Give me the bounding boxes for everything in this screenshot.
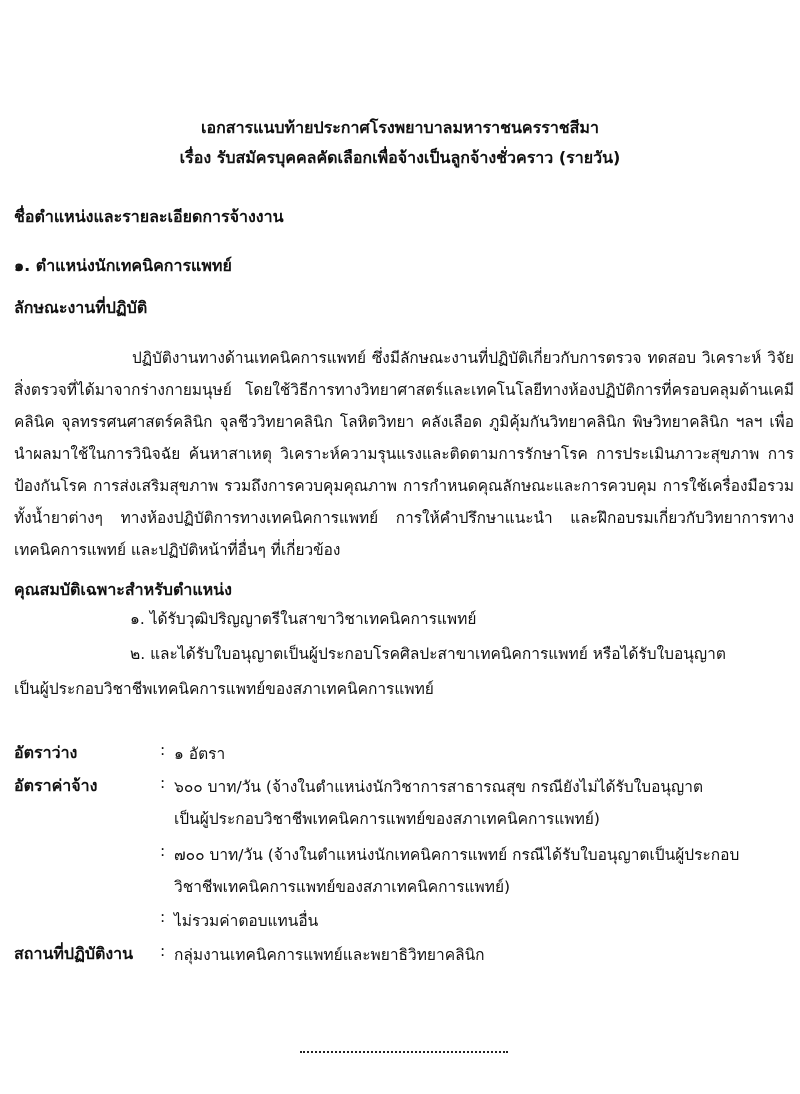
document-header-line1: เอกสารแนบท้ายประกาศโรงพยาบาลมหาราชนครราชสีมา <box>201 118 599 137</box>
vacancy-value: ๑ อัตรา <box>174 745 226 763</box>
qualification-item-2: ๒. และได้รับใบอนุญาตเป็นผู้ประกอบโรคศิลปะสาขาเทคนิคการแพทย์ หรือได้รับใบอนุญาต <box>130 645 726 663</box>
wage-rate-2: ๗๐๐ บาท/วัน (จ้างในตำแหน่งนักเทคนิคการแพทย์ กรณีได้รับใบอนุญาตเป็นผู้ประกอบ <box>174 846 740 864</box>
vacancy-label: อัตราว่าง <box>14 743 78 762</box>
workplace-value: กลุ่มงานเทคนิคการแพทย์และพยาธิวิทยาคลินิก <box>174 946 485 964</box>
wage-note: ไม่รวมค่าตอบแทนอื่น <box>174 912 319 930</box>
document-header-line2: เรื่อง รับสมัครบุคคลคัดเลือกเพื่อจ้างเป็นลูกจ้างชั่วคราว (รายวัน) <box>179 148 621 167</box>
dotted-end-rule <box>300 1051 508 1053</box>
wage-rate-1-continued: เป็นผู้ประกอบวิชาชีพเทคนิคการแพทย์ของสภาเทคนิคการแพทย์) <box>174 810 600 828</box>
wage-colon-2: : <box>160 842 166 860</box>
wage-colon-1: : <box>160 774 166 792</box>
section-title: ชื่อตำแหน่งและรายละเอียดการจ้างงาน <box>14 207 284 226</box>
duties-heading: ลักษณะงานที่ปฏิบัติ <box>14 298 148 317</box>
workplace-colon: : <box>160 942 166 960</box>
qualification-item-1: ๑. ได้รับวุฒิปริญญาตรีในสาขาวิชาเทคนิคการแพทย์ <box>130 610 477 628</box>
vacancy-colon: : <box>160 741 166 759</box>
duties-description: ปฏิบัติงานทางด้านเทคนิคการแพทย์ ซึ่งมีลักษณะงานที่ปฏิบัติเกี่ยวกับการตรวจ ทดสอบ วิเคราะห์ วิจัยสิ่งตรวจที่ได้มาจากร่างกายมนุษย์ โดยใช้วิธีการทางวิทยาศาสตร์และเทคโนโลยีทางห้องปฏิบัติการที่ครอบคลุมด้านเคมีคลินิค จุลทรรศนศาสตร์คลินิก จุลชีววิทยาคลินิก โลหิตวิทยา คลังเลือด ภูมิคุ้มกันวิทยาคลินิก พิษวิทยาคลินิก ฯลฯ เพื่อนำผลมาใช้ในการวินิจฉัย ค้นหาสาเหตุ วิเคราะห์ความรุนแรงและติดตามการรักษาโรค การประเมินภาวะสุขภาพ การป้องกันโรค การส่งเสริมสุขภาพ รวมถึงการควบคุมคุณภาพ การกำหนดคุณลักษณะและการควบคุม การใช้เครื่องมือรวมทั้งน้ำยาต่างๆ ทางห้องปฏิบัติการทางเทคนิคการแพทย์ การให้คำปรึกษาแนะนำ และฝึกอบรมเกี่ยวกับวิทยาการทางเทคนิคการแพทย์ และปฏิบัติหน้าที่อื่นๆ ที่เกี่ยวข้อง <box>14 349 794 559</box>
qualification-item-2-continued: เป็นผู้ประกอบวิชาชีพเทคนิคการแพทย์ของสภาเทคนิคการแพทย์ <box>14 680 434 698</box>
workplace-label: สถานที่ปฏิบัติงาน <box>14 944 134 963</box>
wage-rate-2-continued: วิชาชีพเทคนิคการแพทย์ของสภาเทคนิคการแพทย์) <box>174 878 511 896</box>
wage-label: อัตราค่าจ้าง <box>14 776 98 795</box>
qualifications-heading: คุณสมบัติเฉพาะสำหรับตำแหน่ง <box>14 580 232 599</box>
wage-rate-1: ๖๐๐ บาท/วัน (จ้างในตำแหน่งนักวิชาการสาธารณสุข กรณียังไม่ได้รับใบอนุญาต <box>174 778 704 796</box>
position-title: ๑. ตำแหน่งนักเทคนิคการแพทย์ <box>14 256 232 275</box>
wage-colon-3: : <box>160 908 166 926</box>
